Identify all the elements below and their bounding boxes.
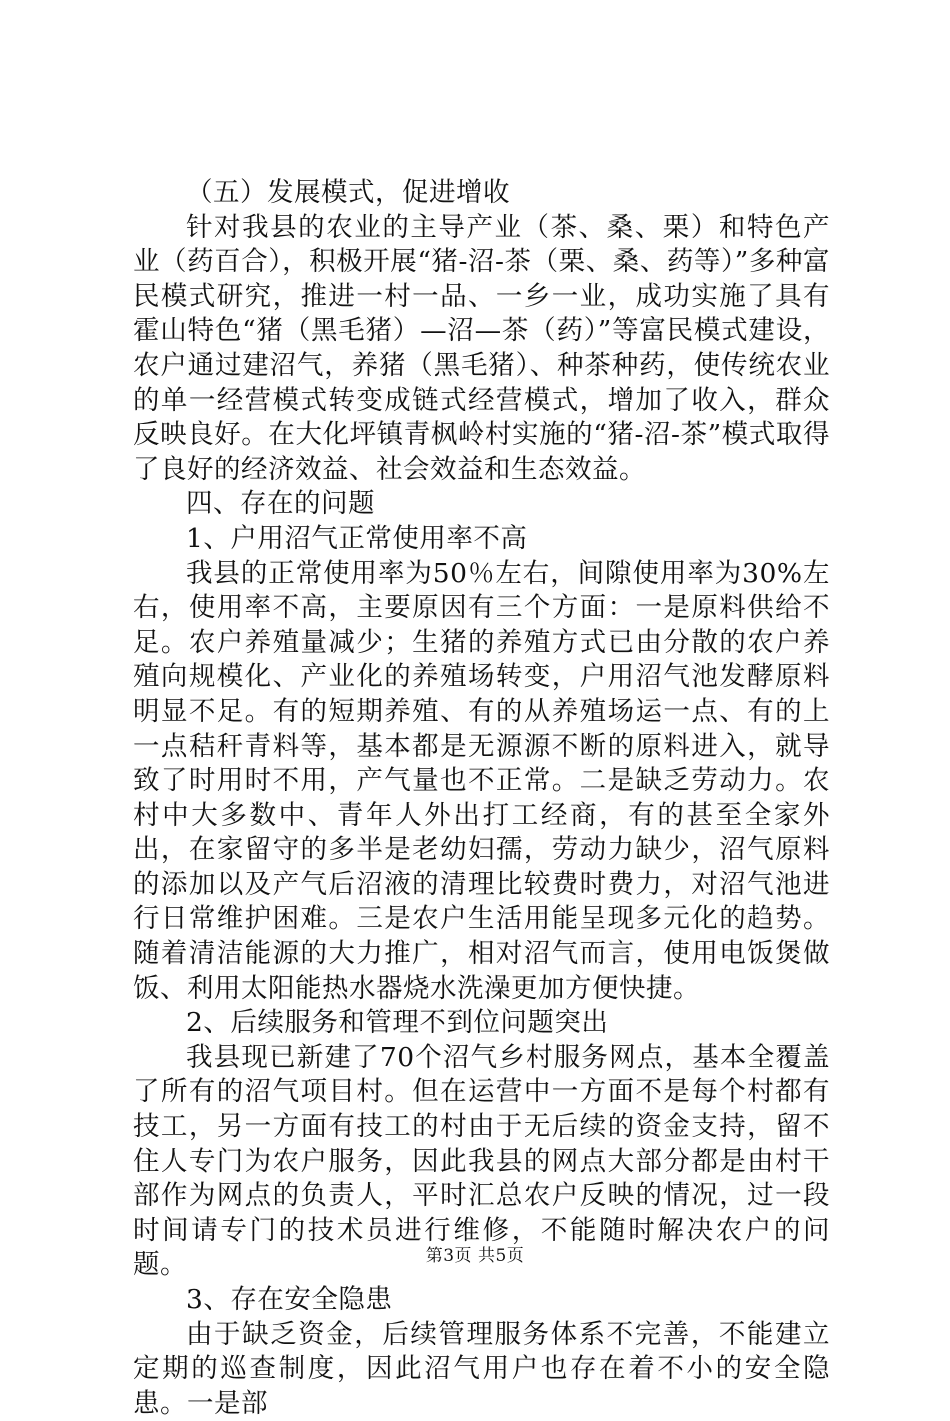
subheading-usage-rate: 1、户用沼气正常使用率不高 [186,522,528,554]
subheading-service-management: 2、后续服务和管理不到位问题突出 [186,1007,609,1039]
paragraph-safety-hazards: 由于缺乏资金，后续管理服务体系不完善，不能建立定期的巡查制度，因此沼气用户也存在着不小的安全隐患。一是部 [133,1318,830,1419]
subheading-safety-hazards: 3、存在安全隐患 [186,1284,393,1315]
paragraph-service-management: 我县现已新建了70个沼气乡村服务网点，基本全覆盖了所有的沼气项目村。但在运营中一方面不是每个村都有技工，另一方面有技工的村由于无后续的资金支持，留不住人专门为农户服务，因此我县的网点大部分都是由村干部作为网点的负责人，平时汇总农户反映的情况，过一段时间请专门的技术员进行维修，不能随时解决农户的问题。 [133,1041,830,1281]
paragraph-usage-rate: 我县的正常使用率为50％左右，间隙使用率为30%左右，使用率不高，主要原因有三个方面：一是原料供给不足。农户养殖量减少；生猪的养殖方式已由分散的农户养殖向规模化、产业化的养殖场转变，户用沼气池发酵原料明显不足。有的短期养殖、有的从养殖场运一点、有的上一点秸秆青料等，基本都是无源源不断的原料进入，就导致了时用时不用，产气量也不正常。二是缺乏劳动力。农村中大多数中、青年人外出打工经商，有的甚至全家外出，在家留守的多半是老幼妇孺，劳动力缺少，沼气原料的添加以及产气后沼液的清理比较费时费力，对沼气池进行日常维护困难。三是农户生活用能呈现多元化的趋势。随着清洁能源的大力推广，相对沼气而言，使用电饭煲做饭、利用太阳能热水器烧水洗澡更加方便快捷。 [133,557,830,1004]
page-number-label: 第3页 共5页 [425,1246,525,1266]
section-heading-development-model: （五）发展模式，促进增收 [186,177,510,208]
document-body [133,176,830,1421]
page-footer [0,1245,950,1267]
paragraph-development-model: 针对我县的农业的主导产业（茶、桑、栗）和特色产业（药百合），积极开展“猪-沼-茶（栗、桑、药等）”多种富民模式研究，推进一村一品、一乡一业，成功实施了具有霍山特色“猪（黑毛猪）—沼—茶（药）”等富民模式建设，农户通过建沼气，养猪（黑毛猪）、种茶种药，使传统农业的单一经营模式转变成链式经营模式，增加了收入，群众反映良好。在大化坪镇青枫岭村实施的“猪-沼-茶”模式取得了良好的经济效益、社会效益和生态效益。 [133,211,830,485]
section-heading-problems: 四、存在的问题 [186,488,375,520]
